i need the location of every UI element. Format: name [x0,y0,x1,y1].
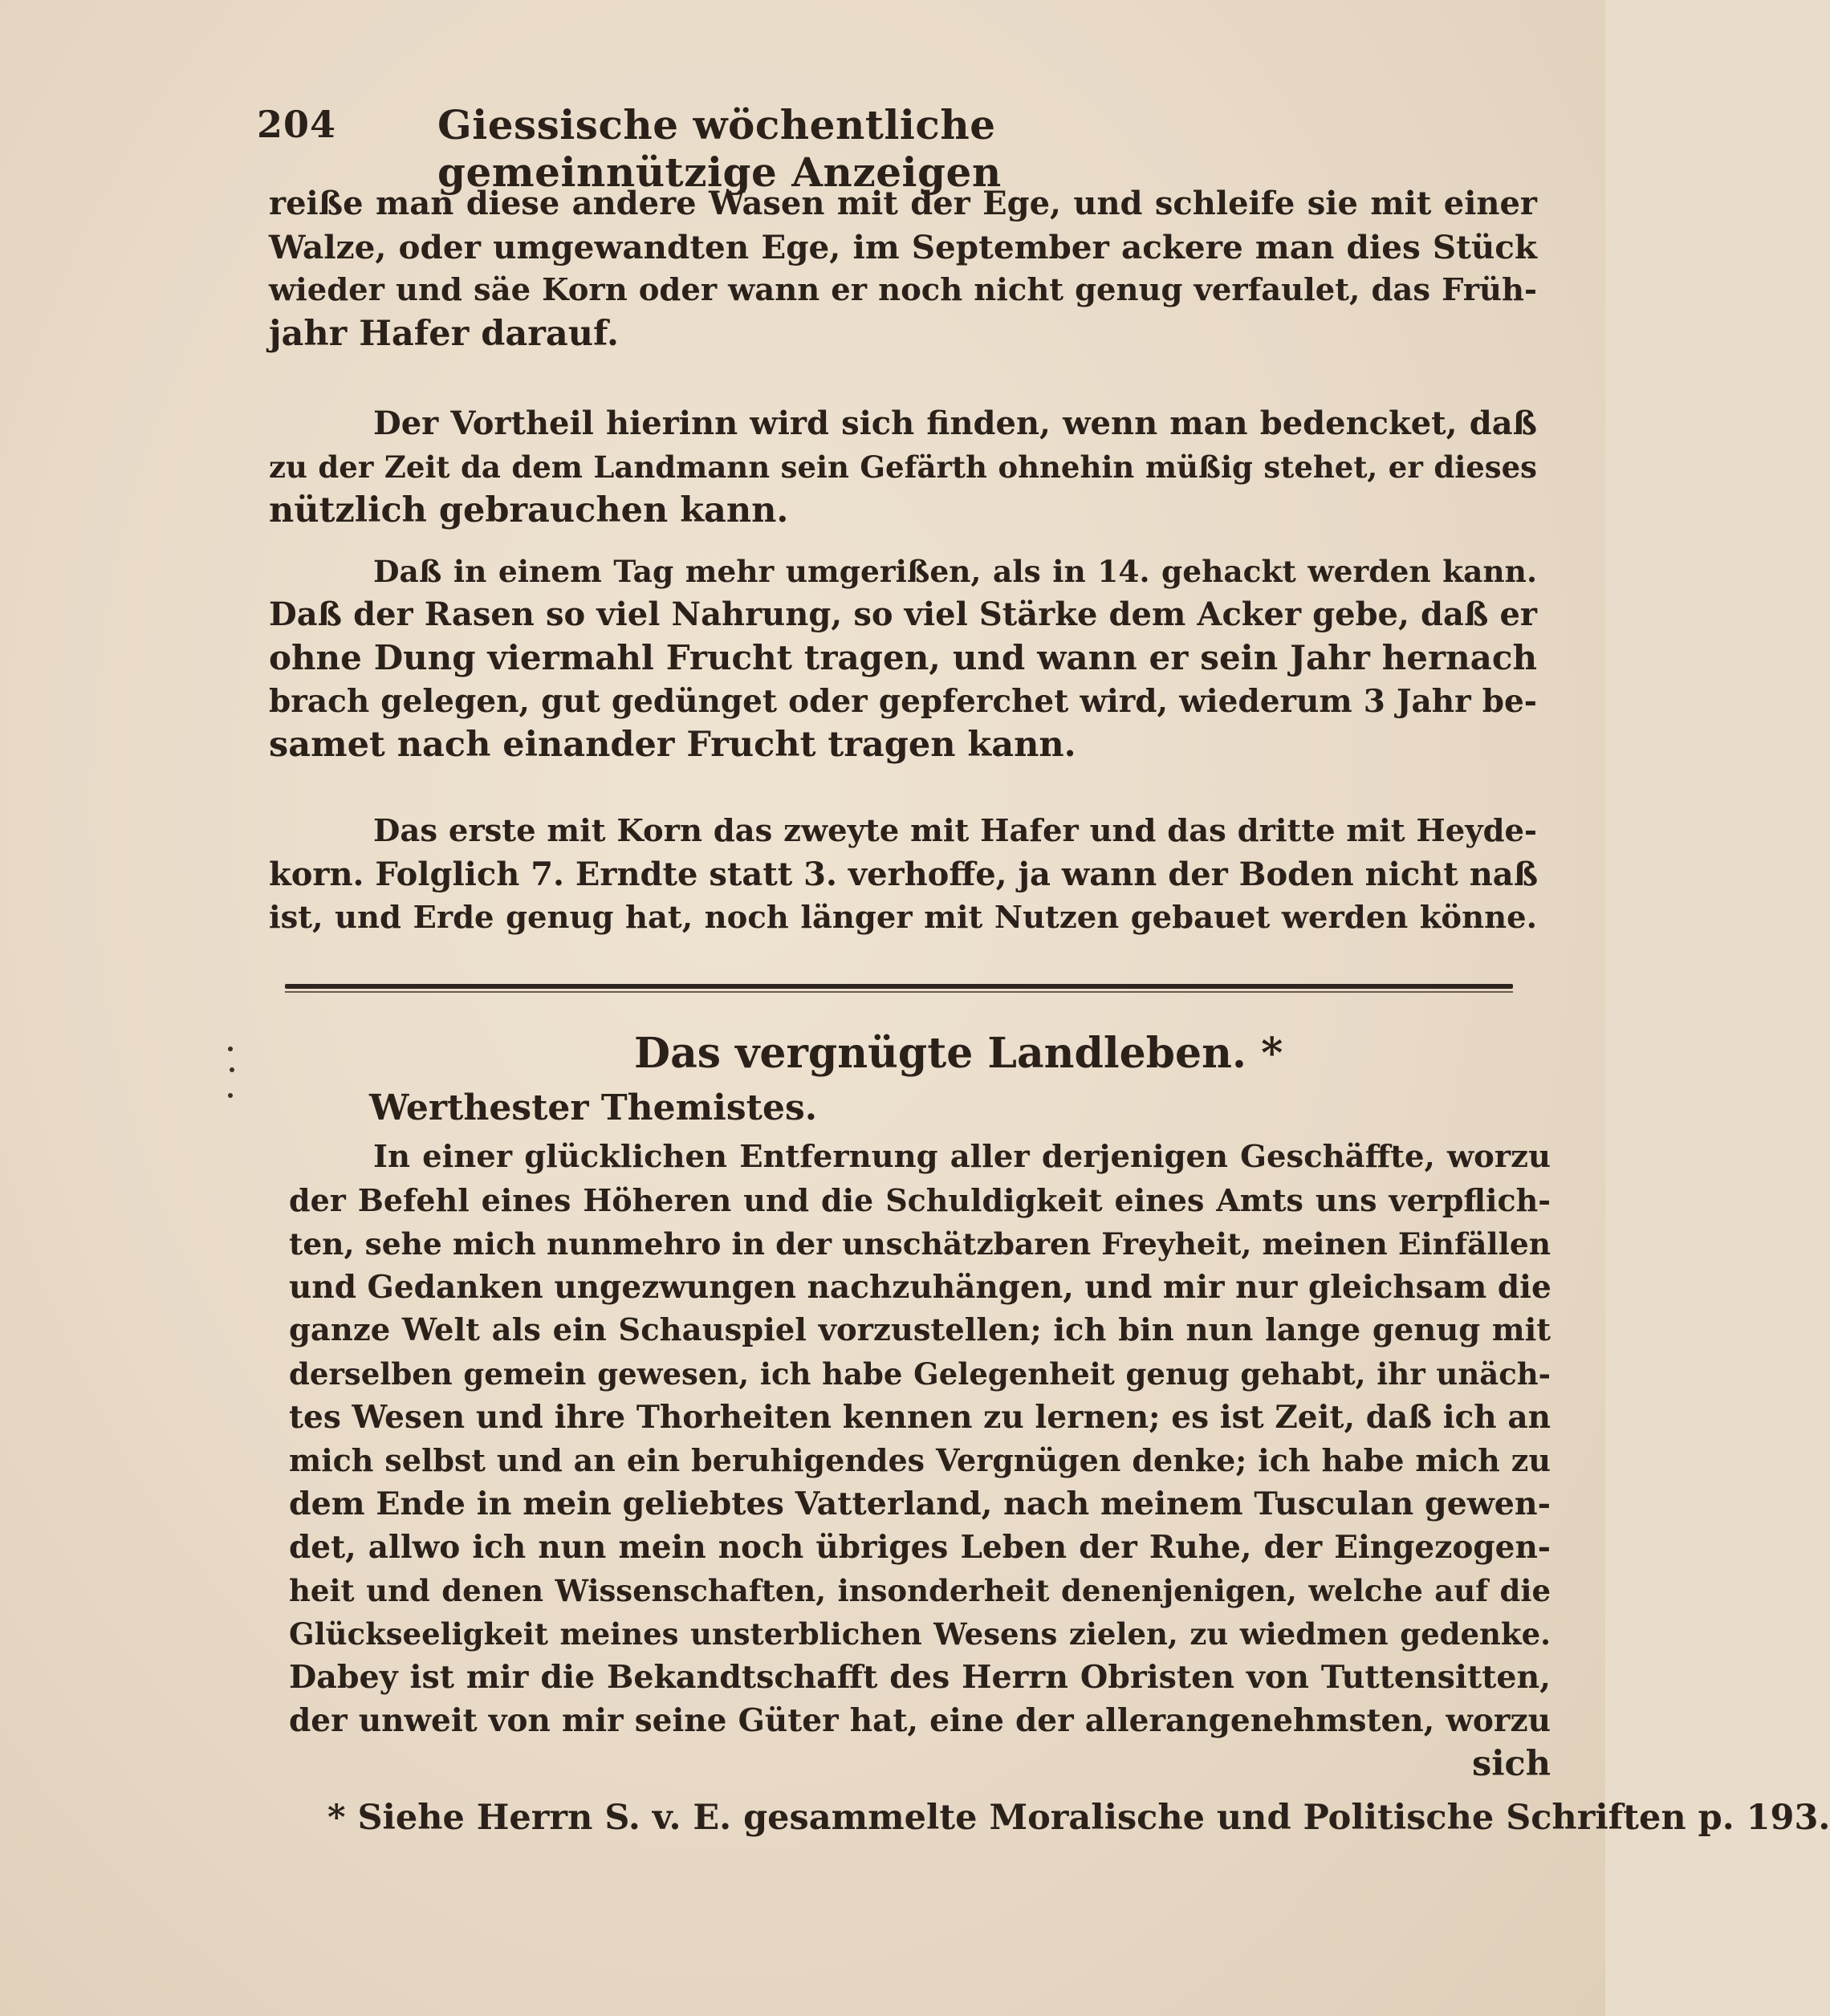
text-line: und Gedanken ungezwungen nachzuhängen, und mir nur gleichsam die [289,1269,1551,1306]
page-header [257,96,1332,196]
text-line: brach gelegen, gut gedünget oder gepferchet wird, wiederum 3 Jahr be- [269,683,1537,720]
text-line: ganze Welt als ein Schauspiel vorzustellen; ich bin nun lange genug mit [289,1312,1551,1348]
text-line: dem Ende in mein geliebtes Vatterland, nach meinem Tusculan gewen- [289,1486,1551,1522]
text-line: reiße man diese andere Wasen mit der Ege, und schleife sie mit einer [269,185,1537,222]
salutation: Werthester Themistes. [369,1087,818,1128]
text-line: Daß in einem Tag mehr umgerißen, als in 14. gehackt werden kann. [373,554,1537,589]
text-line: jahr Hafer darauf. [269,314,619,354]
text-line: zu der Zeit da dem Landmann sein Gefärth ohnehin müßig stehet, er dieses [269,449,1537,485]
text-line: korn. Folglich 7. Erndte statt 3. verhoffe, ja wann der Boden nicht naß [269,856,1539,893]
text-line: Der Vortheil hierinn wird sich finden, wenn man bedencket, daß [373,404,1537,442]
text-line: Daß der Rasen so viel Nahrung, so viel Stärke dem Acker gebe, daß er [269,595,1537,633]
text-line: der unweit von mir seine Güter hat, eine der allerangenehmsten, worzu [289,1702,1551,1739]
margin-mark [225,1040,238,1104]
text-line: ist, und Erde genug hat, noch länger mit Nutzen gebauet werden könne. [269,900,1537,936]
page-number: 204 [257,103,337,146]
text-line: der Befehl eines Höheren und die Schuldigkeit eines Amts uns verpflich- [289,1182,1551,1218]
running-title: Giessische wöchentliche gemeinnützige Anzeigen [437,101,1002,196]
text-line: mich selbst und an ein beruhigendes Vergnügen denke; ich habe mich zu [289,1442,1551,1478]
text-line: In einer glücklichen Entfernung aller derjenigen Geschäffte, worzu [373,1139,1551,1175]
footnote: * Siehe Herrn S. v. E. gesammelte Moralische und Politische Schriften p. 193. [327,1798,1830,1838]
section-title: Das vergnügte Landleben. * [634,1029,1283,1078]
text-line: ohne Dung viermahl Frucht tragen, und wann er sein Jahr hernach [269,638,1537,677]
text-line: nützlich gebrauchen kann. [269,490,789,530]
text-line: ten, sehe mich nunmehro in der unschätzbaren Freyheit, meinen Einfällen [289,1226,1551,1262]
text-line: Walze, oder umgewandten Ege, im September ackere man dies Stück [269,228,1537,266]
text-line: derselben gemein gewesen, ich habe Gelegenheit genug gehabt, ihr unäch- [289,1356,1551,1392]
text-line: det, allwo ich nun mein noch übriges Leben der Ruhe, der Eingezogen- [289,1529,1551,1566]
text-line: wieder und säe Korn oder wann er noch nicht genug verfaulet, das Früh- [269,272,1537,308]
text-line: samet nach einander Frucht tragen kann. [269,725,1076,765]
text-line: Das erste mit Korn das zweyte mit Hafer und das dritte mit Heyde- [373,813,1537,849]
catchword: sich [1472,1744,1551,1784]
text-line: tes Wesen und ihre Thorheiten kennen zu lernen; es ist Zeit, daß ich an [289,1399,1551,1436]
text-line: Dabey ist mir die Bekandtschafft des Herrn Obristen von Tuttensitten, [289,1659,1551,1696]
text-line: heit und denen Wissenschaften, insonderheit denenjenigen, welche auf die [289,1573,1551,1608]
text-line: Glückseeligkeit meines unsterblichen Wesens zielen, zu wiedmen gedenke. [289,1616,1551,1652]
section-divider [285,984,1513,989]
